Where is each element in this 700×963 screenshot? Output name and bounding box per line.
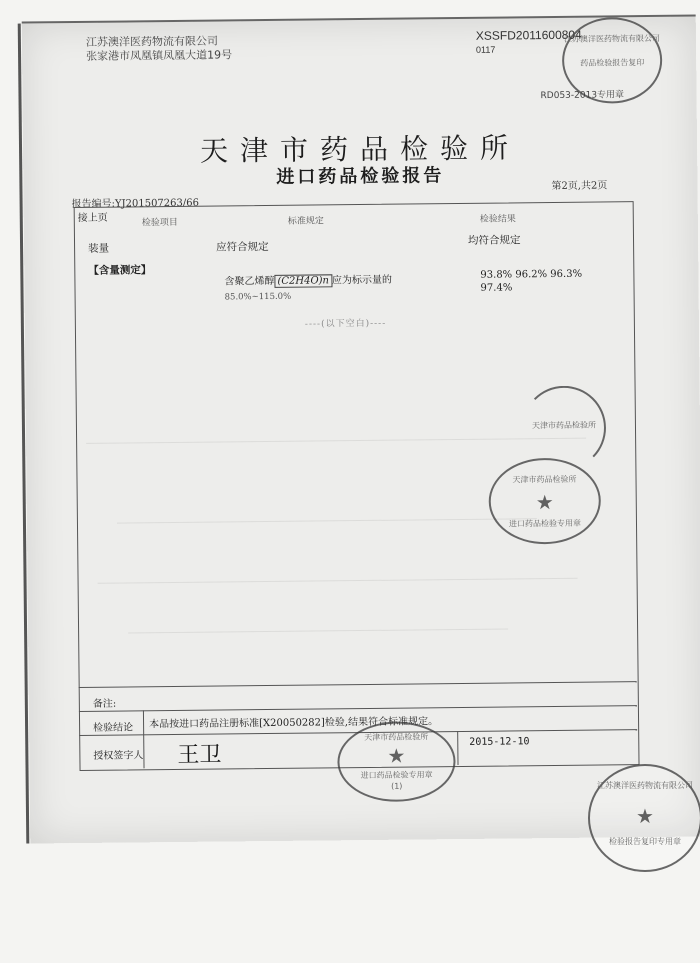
assay-standard [224, 273, 392, 306]
company-name: 江苏澳洋医药物流有限公司 [85, 34, 218, 49]
end-mark: ----(以下空白)---- [304, 318, 387, 330]
star-icon: ★ [535, 490, 554, 515]
seal-inspection-text: 进口药品检验专用章 [360, 770, 433, 781]
section-assay: 【含量测定】 [88, 264, 152, 277]
row-result: 均符合规定 [467, 234, 521, 247]
header-result: 检验结果 [479, 214, 516, 225]
doc-code-sub: 0117 [475, 44, 496, 55]
page-info: 第2页,共2页 [551, 180, 608, 193]
row-standard: 应符合规定 [216, 240, 269, 254]
institute-title: 天津市药品检验所 [199, 131, 521, 168]
seal-inspection-num: (1) [391, 781, 403, 791]
seal-bottom-sub: 检验报告复印专用章 [609, 837, 681, 846]
remarks-label: 备注: [92, 698, 117, 710]
report-title: 进口药品检验报告 [276, 165, 445, 188]
assay-result-line2: 97.4% [480, 282, 513, 294]
company-seal-top [562, 17, 663, 104]
seal-top-sub: 药品检验报告复印 [580, 58, 645, 68]
seal-bottom-text: 江苏澳洋医药物流有限公司 [597, 781, 693, 790]
scanned-document [22, 16, 700, 843]
assay-formula: (C2H4O)n [274, 274, 332, 288]
star-icon: ★ [636, 804, 654, 828]
seal-top-text: 江苏澳洋医药物流有限公司 [563, 33, 660, 44]
signer-signature: 王卫 [177, 742, 222, 768]
signer-label: 授权签字人 [93, 750, 144, 762]
report-date: 2015-12-10 [469, 736, 530, 748]
star-icon: ★ [387, 743, 406, 768]
inspection-seal [337, 721, 456, 802]
partial-seal-mid [522, 385, 607, 470]
conclusion-label: 检验结论 [93, 722, 134, 734]
assay-standard-prefix: 含聚乙烯醇 [224, 275, 275, 288]
assay-result-line1: 93.8% 96.2% 96.3% [480, 268, 583, 281]
company-seal-bottom [588, 764, 700, 872]
seal-mid-text: 天津市药品检验所 [531, 420, 597, 431]
report-number: 报告编号:YJ201507263/66 [71, 197, 200, 211]
assay-range: 85.0%~115.0% [224, 291, 292, 303]
assay-standard-suffix: 应为标示量的 [331, 274, 393, 287]
continued-label: 接上页 [77, 212, 108, 224]
seal-inspection-top: 天津市药品检验所 [364, 732, 429, 743]
company-address: 张家港市凤凰镇凤凰大道19号 [86, 48, 233, 63]
header-item: 检验项目 [141, 217, 178, 229]
assay-results [480, 267, 630, 295]
company-header [86, 34, 232, 64]
seal-mid2-top: 天津市药品检验所 [512, 474, 577, 485]
header-standard: 标准规定 [287, 216, 324, 227]
conclusion-text: 本品按进口药品注册标准[X20050282]检验,结果符合标准规定。 [149, 716, 439, 731]
row-item: 装量 [88, 242, 110, 255]
copy-code: RD053-2013专用章 [540, 90, 625, 102]
doc-code: XSSFD2011600804 [475, 27, 582, 43]
seal-mid2-bottom: 进口药品检验专用章 [508, 518, 582, 529]
